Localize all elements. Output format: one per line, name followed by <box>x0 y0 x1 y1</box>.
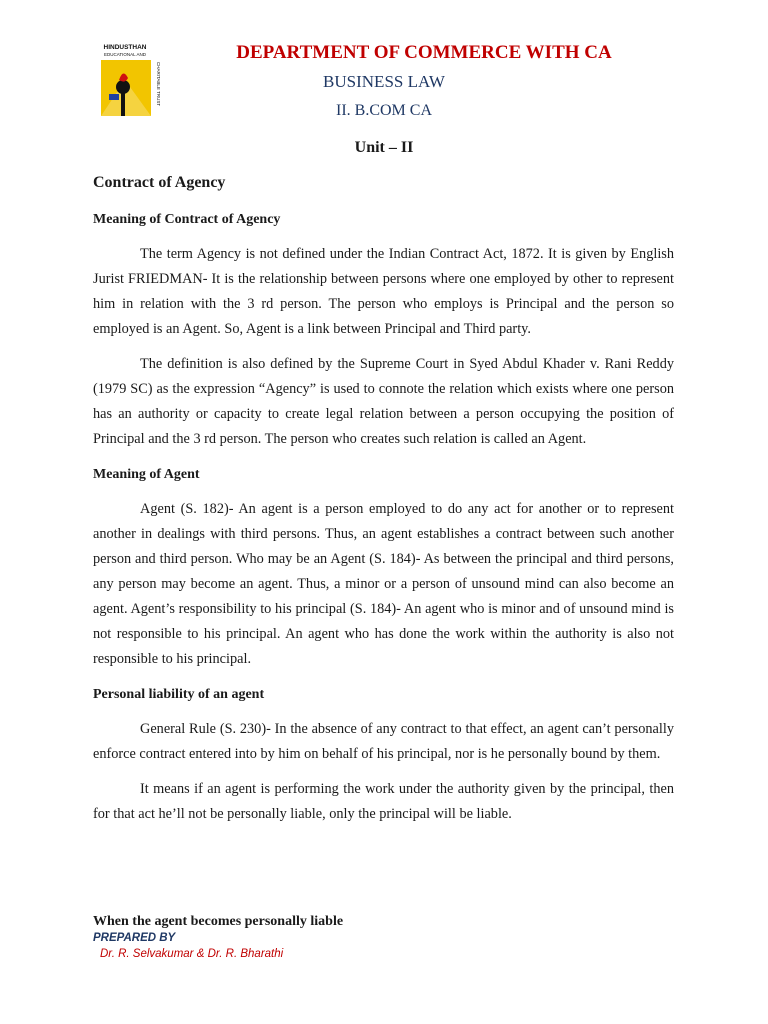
unit-title: Unit – II <box>354 139 414 156</box>
department-title: DEPARTMENT OF COMMERCE WITH CA <box>236 42 612 63</box>
paragraph: General Rule (S. 230)- In the absence of any contract to that effect, an agent can’t personally enforce contract entered into by him on behalf of his principal, nor is he personally bound by them. <box>93 721 674 762</box>
section-heading: Meaning of Agent <box>93 467 200 482</box>
section-heading: Personal liability of an agent <box>93 687 265 702</box>
document-body <box>93 170 674 837</box>
paragraph: The definition is also defined by the Supreme Court in Syed Abdul Khader v. Rani Reddy (1979 SC) as the expression “Agency” is used to connote the relation which exists where one person has an authority or capacity to create legal relation between a person occupying the position of Principal and the 3 rd person. The person who creates such relation is called an Agent. <box>93 356 674 447</box>
paragraph: Agent (S. 182)- An agent is a person employed to do any act for another or to represent another in dealings with third persons. Thus, an agent establishes a contract between such another person and third person. Who may be an Agent (S. 184)- As between the principal and third persons, any person may become an agent. Thus, a minor or a person of unsound mind can also become an agent. Agent’s responsibility to his principal (S. 184)- An agent who is minor and of unsound mind is not responsible to his principal. An agent who has done the work within the authority is also not responsible to his principal. <box>93 501 674 667</box>
paragraph: The term Agency is not defined under the Indian Contract Act, 1872. It is given by English Jurist FRIEDMAN- It is the relationship between persons where one employed by other to represent him in relation with the 3 rd person. The person who employs is Principal and the person so employed is an Agent. So, Agent is a link between Principal and Third party. <box>93 246 674 337</box>
authors: Dr. R. Selvakumar & Dr. R. Bharathi <box>100 948 284 960</box>
logo-book <box>109 94 119 100</box>
prepared-by-label: PREPARED BY <box>93 932 176 944</box>
paragraph: It means if an agent is performing the work under the authority given by the principal, then for that act he’ll not be personally liable, only the principal will be liable. <box>93 781 674 822</box>
section-heading: When the agent becomes personally liable <box>93 914 344 929</box>
class-title: II. B.COM CA <box>335 102 432 119</box>
logo-text-top: HINDUSTHAN <box>103 44 147 51</box>
section-heading: Meaning of Contract of Agency <box>93 212 281 227</box>
logo-text-left: EDUCATIONAL AND <box>103 52 147 57</box>
section-title: Contract of Agency <box>93 174 226 191</box>
subject-title: BUSINESS LAW <box>323 72 445 91</box>
logo-text-right: CHARITABLE TRUST <box>156 62 161 107</box>
